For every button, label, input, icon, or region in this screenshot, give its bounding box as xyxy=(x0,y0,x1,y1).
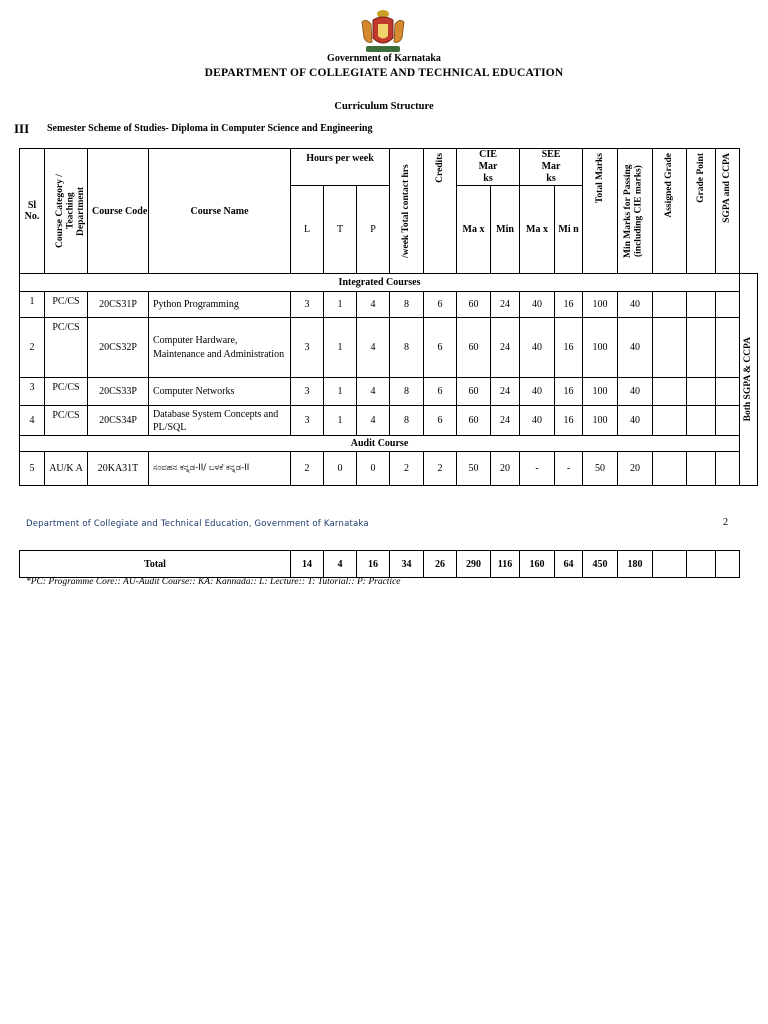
footer-text: Department of Collegiate and Technical Education, Government of Karnataka xyxy=(26,519,369,529)
table-cell: 100 xyxy=(583,378,618,406)
table-cell: 26 xyxy=(424,551,457,578)
vertical-header-label: SGPA and CCPA xyxy=(722,153,733,223)
table-cell: PC/CS xyxy=(45,292,88,318)
table-cell: 1 xyxy=(324,292,357,318)
table-cell: 100 xyxy=(583,318,618,378)
table-cell: 20 xyxy=(618,452,653,486)
curriculum-table xyxy=(19,148,758,486)
table-cell: - xyxy=(520,452,555,486)
col-assigned-grade xyxy=(653,149,687,274)
table-cell: 100 xyxy=(583,292,618,318)
col-cie-marks: CIE Mar ks xyxy=(457,149,520,186)
empty-cell xyxy=(653,406,687,436)
table-cell: 3 xyxy=(291,378,324,406)
totals-label: Total xyxy=(20,551,291,578)
table-cell: 0 xyxy=(324,452,357,486)
empty-cell xyxy=(653,292,687,318)
empty-cell xyxy=(716,292,740,318)
table-cell: 1 xyxy=(324,378,357,406)
page-number: 2 xyxy=(723,517,728,528)
table-cell: 34 xyxy=(390,551,424,578)
empty-cell xyxy=(687,452,716,486)
empty-cell xyxy=(653,378,687,406)
table-cell: 180 xyxy=(618,551,653,578)
empty-cell xyxy=(716,318,740,378)
col-see-marks: SEE Mar ks xyxy=(520,149,583,186)
table-row xyxy=(20,292,758,318)
col-cie-min: Min xyxy=(491,186,520,274)
table-cell: 60 xyxy=(457,378,491,406)
vertical-header-label: Grade Point xyxy=(695,153,706,203)
col-total-contact xyxy=(390,149,424,274)
side-label xyxy=(740,274,758,486)
col-sl-no: Sl No. xyxy=(20,149,45,274)
vertical-header-label: Both SGPA & CCPA xyxy=(743,337,754,422)
table-cell: 40 xyxy=(520,318,555,378)
section-integrated xyxy=(20,274,758,292)
table-cell: 0 xyxy=(357,452,390,486)
section-audit xyxy=(20,436,758,452)
department-title: DEPARTMENT OF COLLEGIATE AND TECHNICAL EDUCATION xyxy=(204,67,564,79)
vertical-header-label: /week Total contact hrs xyxy=(401,164,412,258)
empty-cell xyxy=(716,378,740,406)
table-cell: 1 xyxy=(324,406,357,436)
table-cell: 4 xyxy=(357,406,390,436)
empty-cell xyxy=(716,452,740,486)
col-min-marks xyxy=(618,149,653,274)
col-code: Course Code xyxy=(88,149,149,274)
header-row-1 xyxy=(20,149,758,186)
table-cell: 160 xyxy=(520,551,555,578)
totals-row xyxy=(20,551,740,578)
table-cell: Integrated Courses xyxy=(20,274,740,292)
table-cell: 1 xyxy=(324,318,357,378)
table-cell: 6 xyxy=(424,292,457,318)
table-cell: 3 xyxy=(291,406,324,436)
table-cell: AU/K A xyxy=(45,452,88,486)
table-cell: 4 xyxy=(20,406,45,436)
table-cell: 64 xyxy=(555,551,583,578)
table-cell: 100 xyxy=(583,406,618,436)
table-cell: 40 xyxy=(618,292,653,318)
empty-cell xyxy=(653,318,687,378)
table-cell: 6 xyxy=(424,378,457,406)
table-cell: 3 xyxy=(20,378,45,406)
empty-cell xyxy=(687,406,716,436)
table-cell: 24 xyxy=(491,378,520,406)
table-cell: 6 xyxy=(424,318,457,378)
table-cell: 40 xyxy=(520,292,555,318)
col-total-marks xyxy=(583,149,618,274)
totals-table xyxy=(19,550,740,578)
table-cell: 24 xyxy=(491,292,520,318)
col-grade-point xyxy=(687,149,716,274)
table-cell: 16 xyxy=(555,378,583,406)
table-row xyxy=(20,406,758,436)
table-cell: 4 xyxy=(324,551,357,578)
table-cell: 20CS34P xyxy=(88,406,149,436)
table-cell: 6 xyxy=(424,406,457,436)
empty-cell xyxy=(687,292,716,318)
table-cell: 40 xyxy=(618,378,653,406)
empty-cell xyxy=(653,452,687,486)
table-cell: 116 xyxy=(491,551,520,578)
table-row xyxy=(20,452,758,486)
table-cell: 40 xyxy=(618,318,653,378)
table-cell: 1 xyxy=(20,292,45,318)
semester-number: III xyxy=(14,121,30,136)
semester-title: Semester Scheme of Studies- Diploma in Computer Science and Engineering xyxy=(47,123,373,134)
table-row xyxy=(20,318,758,378)
table-cell: 14 xyxy=(291,551,324,578)
table-cell: Python Programming xyxy=(149,292,291,318)
table-cell: 16 xyxy=(555,318,583,378)
table-cell: 2 xyxy=(291,452,324,486)
table-cell: 2 xyxy=(20,318,45,378)
table-cell: 20CS33P xyxy=(88,378,149,406)
table-cell: 60 xyxy=(457,318,491,378)
table-cell: - xyxy=(555,452,583,486)
karnataka-emblem-icon xyxy=(358,8,408,54)
table-cell: Database System Concepts and PL/SQL xyxy=(149,406,291,436)
table-cell: Audit Course xyxy=(20,436,740,452)
table-cell: 2 xyxy=(424,452,457,486)
vertical-header-label: Total Marks xyxy=(594,153,605,204)
table-cell: 24 xyxy=(491,406,520,436)
table-cell: 60 xyxy=(457,292,491,318)
table-cell: 20 xyxy=(491,452,520,486)
table-cell: 4 xyxy=(357,318,390,378)
table-cell: 40 xyxy=(520,378,555,406)
table-cell: Computer Networks xyxy=(149,378,291,406)
table-cell: 50 xyxy=(457,452,491,486)
abbreviation-note: *PC: Programme Core:: AU-Audit Course:: KA: Kannada:: L: Lecture:: T: Tutorial:: P: Practice xyxy=(26,577,401,587)
table-cell: 5 xyxy=(20,452,45,486)
col-see-max: Ma x xyxy=(520,186,555,274)
table-cell: 20CS31P xyxy=(88,292,149,318)
table-cell: 24 xyxy=(491,318,520,378)
col-credits xyxy=(424,149,457,274)
table-cell: 50 xyxy=(583,452,618,486)
table-cell: 3 xyxy=(291,292,324,318)
table-cell: PC/CS xyxy=(45,318,88,378)
table-cell: PC/CS xyxy=(45,378,88,406)
table-cell: 8 xyxy=(390,406,424,436)
vertical-header-label: Credits xyxy=(434,153,445,183)
table-cell: PC/CS xyxy=(45,406,88,436)
table-cell: ಸಂವಹನ ಕನ್ನಡ-II/ ಬಳಕೆ ಕನ್ನಡ-II xyxy=(149,452,291,486)
vertical-header-label: Course Category / Teaching Department xyxy=(55,174,86,248)
table-cell: 8 xyxy=(390,318,424,378)
vertical-header-label: Assigned Grade xyxy=(664,153,675,218)
table-cell: 40 xyxy=(520,406,555,436)
table-cell: 2 xyxy=(390,452,424,486)
table-cell: 290 xyxy=(457,551,491,578)
table-cell: Computer Hardware, Maintenance and Administration xyxy=(149,318,291,378)
table-cell: 20KA31T xyxy=(88,452,149,486)
table-cell: 4 xyxy=(357,292,390,318)
curriculum-title: Curriculum Structure xyxy=(334,101,434,112)
empty-cell xyxy=(716,551,740,578)
table-cell: 20CS32P xyxy=(88,318,149,378)
table-cell: 60 xyxy=(457,406,491,436)
col-category xyxy=(45,149,88,274)
col-t: T xyxy=(324,186,357,274)
empty-cell xyxy=(687,551,716,578)
government-title: Government of Karnataka xyxy=(327,53,441,64)
vertical-header-label: Min Marks for Passing (including CIE marks) xyxy=(623,164,644,258)
table-cell: 8 xyxy=(390,378,424,406)
col-cie-max: Ma x xyxy=(457,186,491,274)
col-sgpa-ccpa xyxy=(716,149,740,274)
table-cell: 16 xyxy=(357,551,390,578)
table-cell: 40 xyxy=(618,406,653,436)
table-cell: 8 xyxy=(390,292,424,318)
table-row xyxy=(20,378,758,406)
col-l: L xyxy=(291,186,324,274)
col-p: P xyxy=(357,186,390,274)
table-cell: 3 xyxy=(291,318,324,378)
table-cell: 16 xyxy=(555,292,583,318)
empty-cell xyxy=(687,318,716,378)
empty-cell xyxy=(653,551,687,578)
table-cell: 450 xyxy=(583,551,618,578)
col-course-name: Course Name xyxy=(149,149,291,274)
col-see-min: Mi n xyxy=(555,186,583,274)
empty-cell xyxy=(687,378,716,406)
table-cell: 16 xyxy=(555,406,583,436)
table-cell: 4 xyxy=(357,378,390,406)
col-hours-per-week: Hours per week xyxy=(291,149,390,186)
empty-cell xyxy=(716,406,740,436)
